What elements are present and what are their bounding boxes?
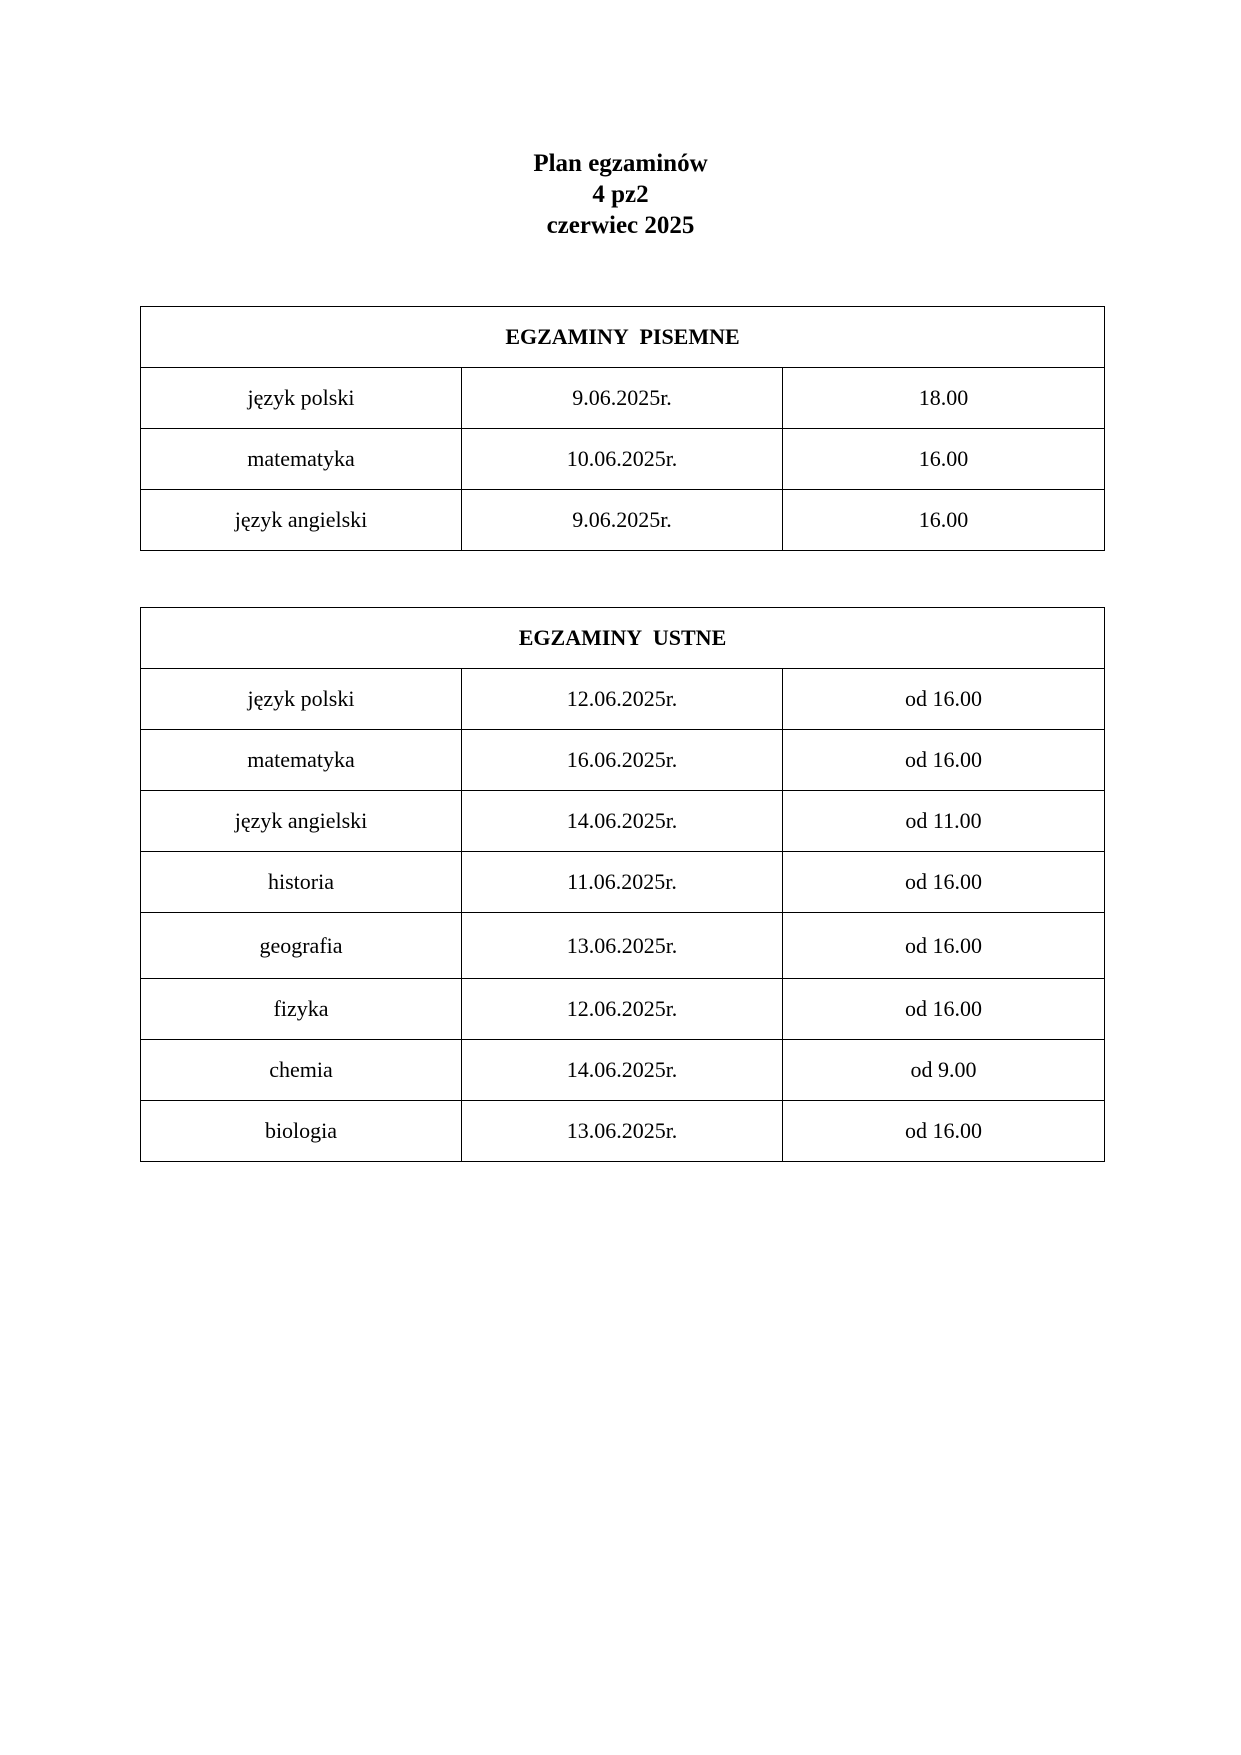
subject-cell: język polski bbox=[141, 368, 462, 429]
table-header-row bbox=[141, 307, 1105, 368]
date-cell: 9.06.2025r. bbox=[462, 368, 783, 429]
table-row bbox=[141, 979, 1105, 1040]
date-cell: 16.06.2025r. bbox=[462, 730, 783, 791]
written-exams-table bbox=[140, 306, 1105, 551]
subject-cell: matematyka bbox=[141, 730, 462, 791]
subject-cell: geografia bbox=[141, 913, 462, 979]
date-cell: 13.06.2025r. bbox=[462, 1101, 783, 1162]
time-cell: 18.00 bbox=[783, 368, 1105, 429]
date-cell: 10.06.2025r. bbox=[462, 429, 783, 490]
date-cell: 11.06.2025r. bbox=[462, 852, 783, 913]
subject-cell: język angielski bbox=[141, 791, 462, 852]
title-line-2: 4 pz2 bbox=[592, 181, 649, 208]
time-cell: od 16.00 bbox=[783, 913, 1105, 979]
table-row bbox=[141, 1101, 1105, 1162]
time-cell: 16.00 bbox=[783, 490, 1105, 551]
time-cell: od 11.00 bbox=[783, 791, 1105, 852]
time-cell: od 9.00 bbox=[783, 1040, 1105, 1101]
date-cell: 12.06.2025r. bbox=[462, 979, 783, 1040]
table-row bbox=[141, 913, 1105, 979]
date-cell: 13.06.2025r. bbox=[462, 913, 783, 979]
subject-cell: chemia bbox=[141, 1040, 462, 1101]
time-cell: od 16.00 bbox=[783, 730, 1105, 791]
oral-exams-table bbox=[140, 607, 1105, 1162]
subject-cell: fizyka bbox=[141, 979, 462, 1040]
subject-cell: język angielski bbox=[141, 490, 462, 551]
written-exams-heading: EGZAMINY PISEMNE bbox=[141, 307, 1105, 368]
time-cell: 16.00 bbox=[783, 429, 1105, 490]
date-cell: 14.06.2025r. bbox=[462, 1040, 783, 1101]
table-header-row bbox=[141, 608, 1105, 669]
table-row bbox=[141, 490, 1105, 551]
subject-cell: historia bbox=[141, 852, 462, 913]
date-cell: 12.06.2025r. bbox=[462, 669, 783, 730]
date-cell: 14.06.2025r. bbox=[462, 791, 783, 852]
title-line-3: czerwiec 2025 bbox=[546, 212, 695, 239]
page-title bbox=[0, 148, 1241, 241]
subject-cell: język polski bbox=[141, 669, 462, 730]
time-cell: od 16.00 bbox=[783, 979, 1105, 1040]
table-row bbox=[141, 429, 1105, 490]
subject-cell: biologia bbox=[141, 1101, 462, 1162]
title-line-1: Plan egzaminów bbox=[533, 150, 708, 177]
oral-exams-heading: EGZAMINY USTNE bbox=[141, 608, 1105, 669]
time-cell: od 16.00 bbox=[783, 852, 1105, 913]
table-row bbox=[141, 791, 1105, 852]
table-row bbox=[141, 368, 1105, 429]
table-row bbox=[141, 669, 1105, 730]
table-row bbox=[141, 730, 1105, 791]
time-cell: od 16.00 bbox=[783, 1101, 1105, 1162]
time-cell: od 16.00 bbox=[783, 669, 1105, 730]
date-cell: 9.06.2025r. bbox=[462, 490, 783, 551]
table-row bbox=[141, 852, 1105, 913]
table-row bbox=[141, 1040, 1105, 1101]
subject-cell: matematyka bbox=[141, 429, 462, 490]
